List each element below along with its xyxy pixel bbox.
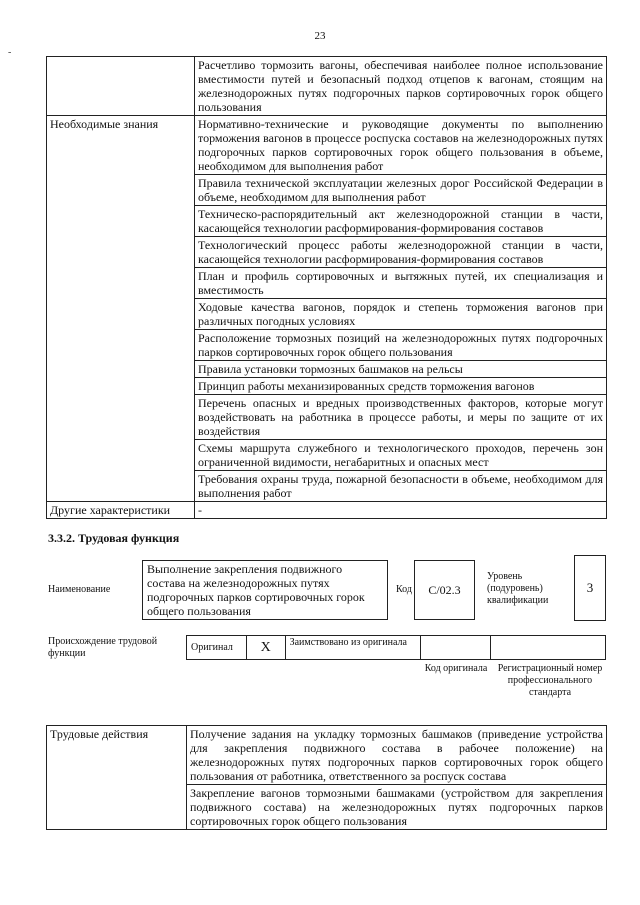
skill-cell: Расчетливо тормозить вагоны, обеспечивая наиболее полное использование вместимости путей и безопасный подход отцепов к вагонам, стоящим на железнодорожных путях подгорочных парков сортировочных горок общего пользования (195, 57, 607, 116)
code-orig-cell (421, 636, 491, 659)
original-mark: X (247, 636, 286, 659)
empty-label-cell (47, 57, 195, 116)
action-item: Получение задания на укладку тормозных башмаков (приведение устройства для закрепления подвижного состава в рабочее положение) на железнодорожных путях подгорочных парков сортировочных горок общего пользования от работника, ответственного за роспуск состава (187, 726, 607, 785)
level-label: Уровень (подуровень) квалификации (487, 571, 549, 606)
function-code-box: C/02.3 (414, 560, 475, 620)
knowledge-item: Принцип работы механизированных средств торможения вагонов (195, 378, 607, 395)
other-value: - (195, 502, 607, 519)
knowledge-item: Схемы маршрута служебного и технологического проходов, перечень зон ограниченной видимости, негабаритных и опасных мест (195, 440, 607, 471)
knowledge-item: План и профиль сортировочных и вытяжных путей, их специализация и вместимость (195, 268, 607, 299)
margin-dash: - (8, 47, 12, 58)
knowledge-item: Правила технической эксплуатации железных дорог Российской Федерации в объеме, необходимом для выполнения работ (195, 175, 607, 206)
knowledge-item: Правила установки тормозных башмаков на рельсы (195, 361, 607, 378)
code-original-caption: Код оригинала (424, 663, 488, 674)
code-label: Код (396, 584, 412, 595)
origin-label: Происхождение трудовой функции (48, 636, 158, 659)
table-row (47, 502, 607, 519)
table-row (47, 116, 607, 175)
page-number: 23 (314, 30, 326, 42)
table-row (47, 57, 607, 116)
section-title: 3.3.2. Трудовая функция (48, 531, 180, 545)
action-item: Закрепление вагонов тормозными башмаками (устройством для закрепления подвижного состава) на железнодорожных путях подгорочных парков сортировочных горок общего пользования (187, 785, 607, 830)
table-row (47, 726, 607, 785)
reg-number-cell (491, 636, 605, 659)
knowledge-item: Нормативно-технические и руководящие документы по выполнению торможения вагонов в процессе роспуска составов на железнодорожных путях подгорочных парков сортировочных горок общего пользования в объеме, необходимом для выполнения работ (195, 116, 607, 175)
knowledge-item: Техническо-распорядительный акт железнодорожной станции в части, касающейся технологии расформирования-формирования составов (195, 206, 607, 237)
reg-number-caption: Регистрационный номер профессионального стандарта (497, 663, 603, 698)
borrowed-cell: Заимствовано из оригинала (286, 636, 421, 659)
knowledge-item: Требования охраны труда, пожарной безопасности в объеме, необходимом для выполнения работ (195, 471, 607, 502)
original-cell: Оригинал (187, 636, 247, 659)
knowledge-item: Расположение тормозных позиций на железнодорожных путях подгорочных парков сортировочных горок общего пользования (195, 330, 607, 361)
knowledge-item: Перечень опасных и вредных производственных факторов, которые могут воздействовать на работника в процессе работы, и меры по защите от их воздействия (195, 395, 607, 440)
actions-label: Трудовые действия (47, 726, 187, 830)
knowledge-item: Технологический процесс работы железнодорожной станции в части, касающейся технологии расформирования-формирования составов (195, 237, 607, 268)
origin-row (186, 635, 606, 660)
knowledge-item: Ходовые качества вагонов, порядок и степень торможения вагонов при различных погодных условиях (195, 299, 607, 330)
actions-table (46, 725, 607, 830)
name-label: Наименование (48, 584, 111, 595)
knowledge-label: Необходимые знания (47, 116, 195, 502)
level-box: 3 (574, 555, 606, 621)
function-name-box: Выполнение закрепления подвижного состава на железнодорожных путях подгорочных парков сортировочных горок общего пользования (142, 560, 388, 620)
other-label: Другие характеристики (47, 502, 195, 519)
knowledge-table (46, 56, 607, 519)
